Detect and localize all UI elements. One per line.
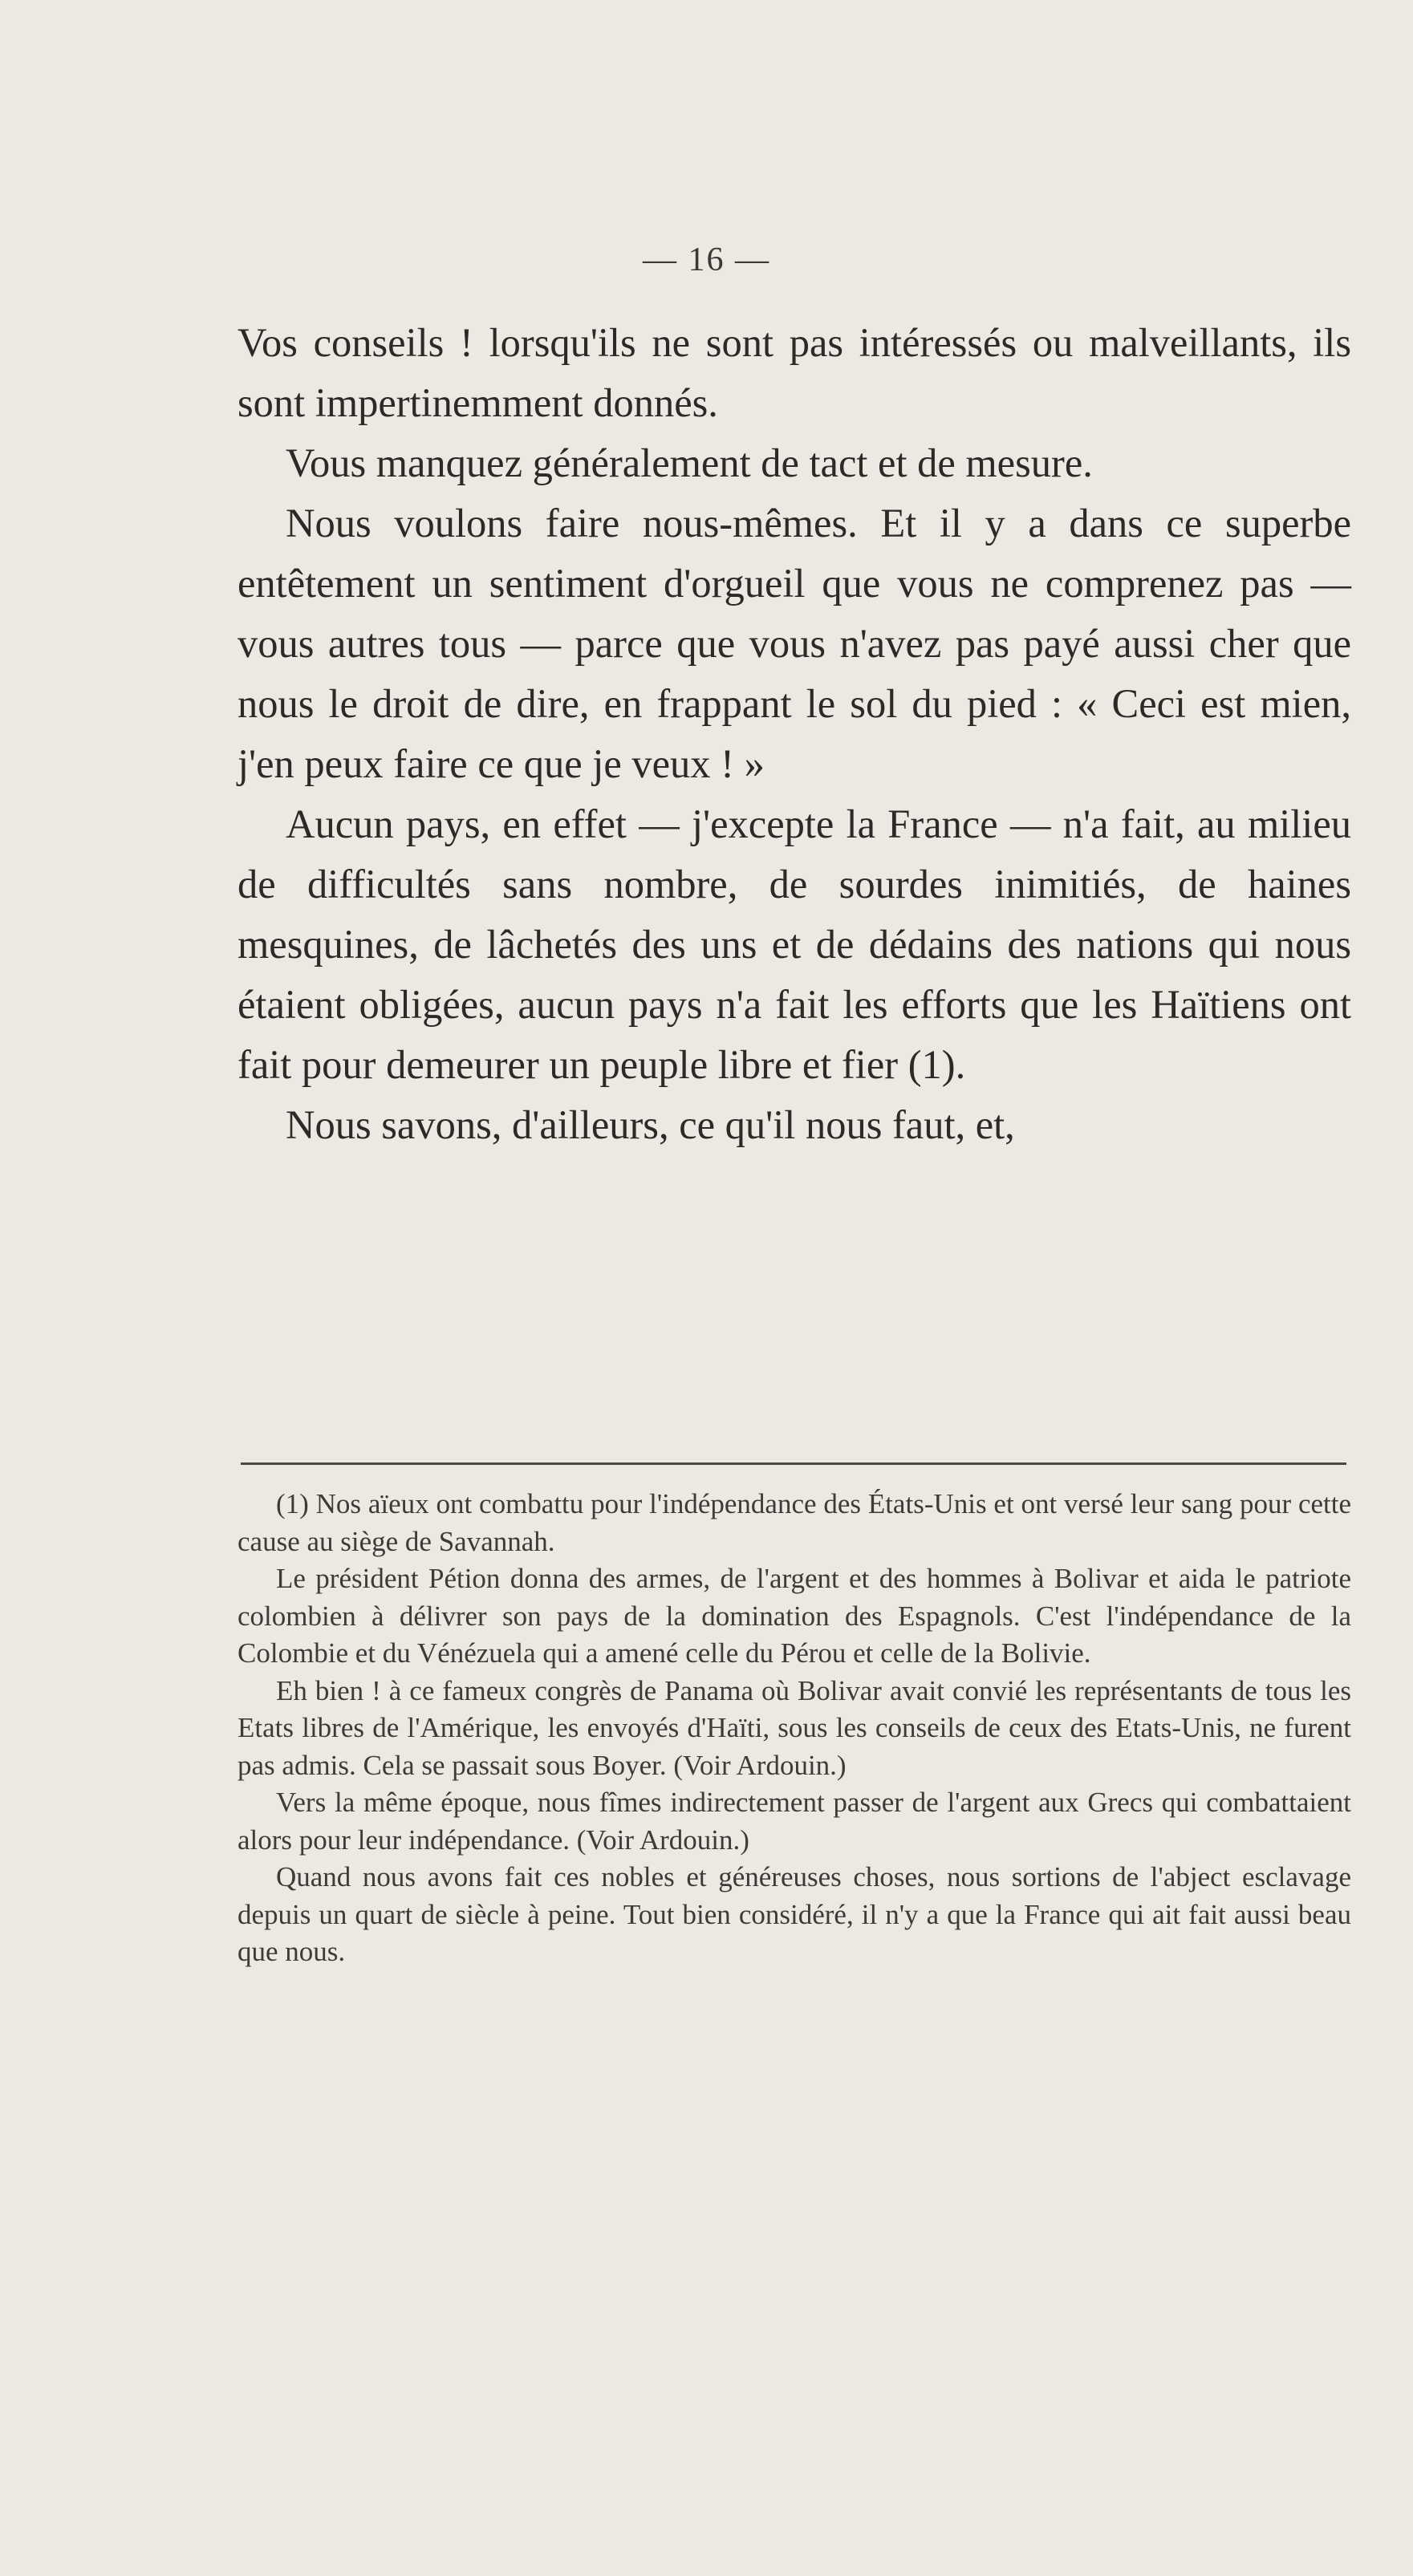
main-text xyxy=(238,313,1351,1155)
paragraph-1: Vos conseils ! lorsqu'ils ne sont pas intéressés ou malveillants, ils sont impertinemment donnés. xyxy=(238,320,1351,425)
footnote-2: Le président Pétion donna des armes, de l'argent et des hommes à Bolivar et aida le patriote colombien à délivrer son pays de la domination des Espagnols. C'est l'indépendance de la Colombie et du Vénézuela qui a amené celle du Pérou et celle de la Bolivie. xyxy=(238,1563,1351,1669)
paragraph-4: Aucun pays, en effet — j'excepte la France — n'a fait, au milieu de difficultés sans nombre, de sourdes inimitiés, de haines mesquines, de lâchetés des uns et de dédains des nations qui nous étaient obligées, aucun pays n'a fait les efforts que les Haïtiens ont fait pour demeurer un peuple libre et fier (1). xyxy=(238,801,1351,1087)
footnote-4: Vers la même époque, nous fîmes indirectement passer de l'argent aux Grecs qui combattaient alors pour leur indépendance. (Voir Ardouin.) xyxy=(238,1787,1351,1856)
footnotes xyxy=(238,1486,1351,1971)
footnote-3: Eh bien ! à ce fameux congrès de Panama où Bolivar avait convié les représentants de tous les Etats libres de l'Amérique, les envoyés d'Haïti, sous les conseils de ceux des Etats-Unis, ne furent pas admis. Cela se passait sous Boyer. (Voir Ardouin.) xyxy=(238,1674,1351,1781)
footnote-5: Quand nous avons fait ces nobles et généreuses choses, nous sortions de l'abject esclavage depuis un quart de siècle à peine. Tout bien considéré, il n'y a que la France qui ait fait aussi beau que nous. xyxy=(238,1861,1351,1967)
footnote-divider xyxy=(241,1462,1346,1465)
paragraph-2: Vous manquez généralement de tact et de mesure. xyxy=(286,440,1093,485)
footnote-1: (1) Nos aïeux ont combattu pour l'indépendance des États-Unis et ont versé leur sang pour cette cause au siège de Savannah. xyxy=(238,1488,1351,1557)
page-number: — 16 — xyxy=(643,241,770,278)
paragraph-3: Nous voulons faire nous-mêmes. Et il y a dans ce superbe entêtement un sentiment d'orgueil que vous ne comprenez pas — vous autres tous — parce que vous n'avez pas payé aussi cher que nous le droit de dire, en frappant le sol du pied : « Ceci est mien, j'en peux faire ce que je veux ! » xyxy=(238,501,1351,786)
paragraph-5: Nous savons, d'ailleurs, ce qu'il nous faut, et, xyxy=(286,1102,1015,1147)
